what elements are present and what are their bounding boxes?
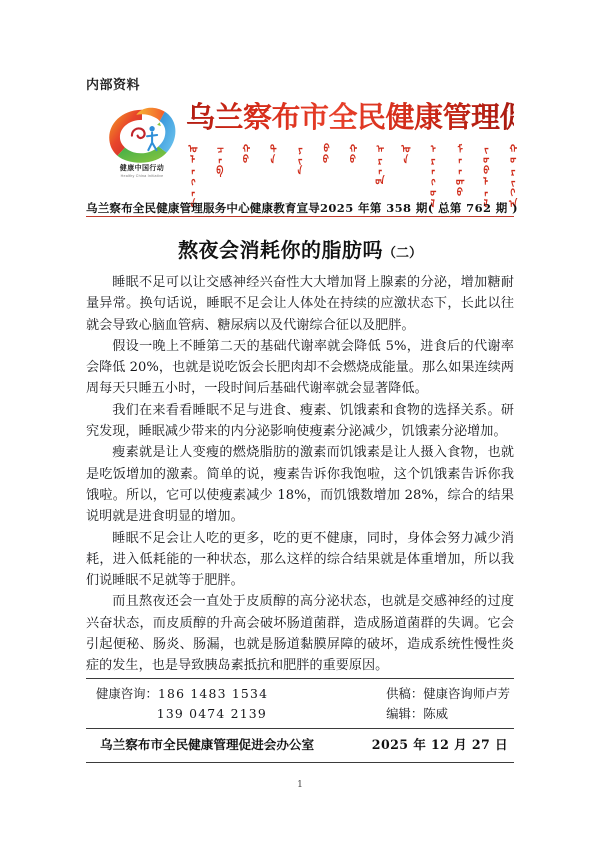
issue-line: [86, 200, 518, 216]
editor-row: [386, 704, 510, 724]
healthy-china-logo: [100, 106, 184, 184]
mongolian-glyph: ᠶᠢᠨ: [292, 142, 304, 175]
office-name: 乌兰察布市全民健康管理促进会办公室: [100, 737, 315, 752]
logo-swirl-icon: [104, 106, 180, 164]
footer-bottom-divider: [86, 762, 514, 763]
contributor-label: 供稿：: [386, 686, 424, 701]
paragraph: 瘦素就是让人变瘦的燃烧脂肪的激素而饥饿素是让人摄入食物，也就是吃饭增加的激素。简单的说，瘦素告诉你我饱啦，这个饥饿素告诉你我饿啦。所以，它可以使瘦素减少 18%，而饥饿数增加 28%，综合的结果说明就是进食明显的增加。: [86, 445, 514, 525]
issue-number: 2025 年第 358 期( 总第 762 期 ): [320, 201, 518, 215]
issue-publisher: 乌兰察布全民健康管理服务中心健康教育宣导: [86, 201, 320, 215]
mongolian-glyph: ᠡᠷᠡᠭᠦᠯ: [426, 142, 437, 208]
paragraph: 假设一晚上不睡第二天的基础代谢率就会降低 5%，进食后的代谢率会降低 20%，也就是说吃饭会长肥肉却不会燃烧成能量。那么如果连续两周每天只睡五小时，一段时间后基础代谢率就会显著降低。: [86, 338, 514, 397]
article-body: [86, 272, 514, 677]
contributor-value: 健康咨询师卢芳: [423, 686, 510, 701]
editor-label: 编辑：: [386, 706, 424, 721]
mongolian-glyph: ᠬᠦ: [346, 142, 357, 164]
mongolian-glyph: ᠵᠥᠪᠯᠡᠯ: [479, 142, 490, 208]
mongolian-glyph: ᠤᠨ: [399, 142, 410, 164]
footer-office-row: [86, 734, 514, 753]
consult-phone-1: 186 1483 1534: [157, 686, 269, 701]
consult-phone-2: 139 0474 2139: [156, 706, 267, 721]
paragraph: 睡眠不足会让人吃的更多，吃的更不健康，同时，身体会努力减少消耗，进入低耗能的一种状态，那么这样的综合结果就是体重增加，所以我们说睡眠不足就等于肥胖。: [86, 530, 514, 589]
mongolian-glyph: ᠬᠣ: [239, 142, 251, 164]
mongolian-glyph: ᠠᠷᠠᠳ: [372, 142, 384, 186]
footer-top-divider: [86, 678, 514, 679]
contributor-row: [386, 684, 510, 704]
internal-material-label: 内部资料: [86, 77, 141, 92]
footer-consult-column: [86, 684, 268, 724]
paragraph: 睡眠不足可以让交感神经兴奋性大大增加肾上腺素的分泌，增加糖耐量异常。换句话说，睡眠不足会让人体处在持续的应激状态下，长此以往就会导致心脑血管病、糖尿病以及代谢综合征以及肥胖。: [86, 275, 514, 333]
mongolian-glyph: ᠪᠦ: [319, 142, 330, 164]
page-number: 1: [297, 780, 303, 790]
logo-caption-zh: 健康中国行动: [119, 165, 165, 172]
footer-contact-block: [86, 684, 514, 724]
paragraph: 我们在来看看睡眠不足与进食、瘦素、饥饿素和食物的选择关系。研究发现，睡眠减少带来的内分泌影响使瘦素分泌减少，饥饿素分泌增加。: [86, 402, 514, 440]
article-title-main: 熬夜会消耗你的脂肪吗: [177, 238, 383, 262]
mongolian-glyph: ᠮᠡᠨᠳᠦ: [452, 142, 464, 197]
masthead-divider: [86, 216, 514, 217]
mongolian-glyph: ᠲᠠ: [266, 142, 277, 164]
article-title: [86, 234, 514, 263]
mongolian-glyph: ᠤᠯᠠᠭᠠᠨ: [186, 142, 197, 208]
consult-phone-row-1: [96, 684, 268, 704]
mongolian-glyph: ᠴᠠᠪ: [212, 142, 224, 175]
article-title-part: （二）: [382, 246, 422, 261]
mongolian-script-row: [186, 142, 517, 208]
paragraph: 而且熬夜还会一直处于皮质醇的高分泌状态，也就是交感神经的过度兴奋状态，而皮质醇的升高会破坏肠道菌群，造成肠道菌群的失调。它会引起便秘、肠炎、肠漏，也就是肠道黏膜屏障的破坏，造成系统性慢性炎症的发生，也是导致胰岛素抵抗和肥胖的重要原因。: [86, 594, 514, 674]
editor-value: 陈威: [423, 706, 449, 721]
footer-credits-column: [386, 684, 514, 724]
publish-date: 2025 年 12 月 27 日: [371, 737, 508, 752]
consult-label: 健康咨询：: [96, 686, 158, 701]
logo-caption-en: Healthy China Initiative: [120, 174, 164, 178]
consult-phone-row-2: [96, 704, 268, 724]
footer-mid-divider: [86, 728, 514, 729]
mongolian-glyph: ᠬᠣᠷᠢᠶ᠎ᠠ: [506, 142, 517, 208]
organization-title: 乌兰察布市全民健康管理促进会: [186, 100, 586, 134]
